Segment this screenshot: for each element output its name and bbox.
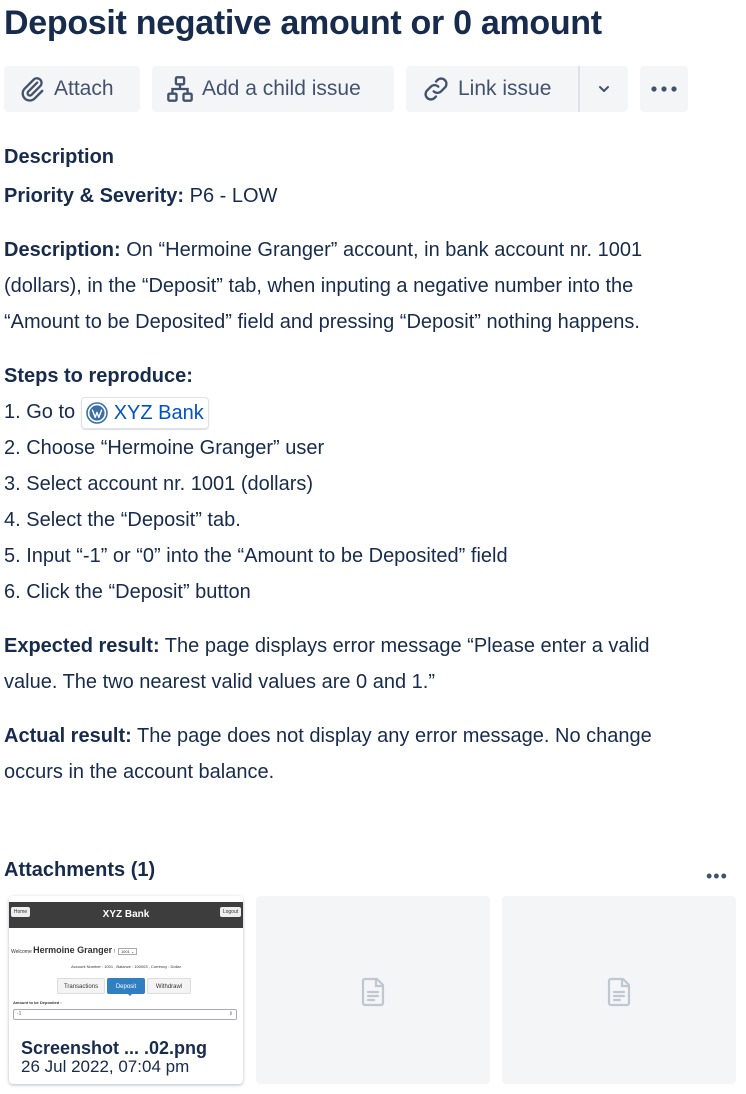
link-icon (422, 75, 450, 103)
step-item: 4. Select the “Deposit” tab. (4, 509, 241, 531)
actual-text-line: occurs in the account balance. (4, 761, 275, 783)
xyz-bank-link[interactable] (81, 397, 209, 429)
thumb-tab-caret (127, 993, 133, 996)
description-heading: Description (4, 146, 115, 168)
expected-result (4, 628, 650, 700)
thumb-tab-transactions: Transactions (57, 978, 105, 994)
step-item (4, 394, 508, 430)
thumb-user-name: Hermoine Granger (33, 945, 113, 955)
step-item: 5. Input “-1” or “0” into the “Amount to be Deposited” field (4, 545, 508, 567)
step-item: 2. Choose “Hermoine Granger” user (4, 437, 325, 459)
button-divider (578, 66, 580, 112)
priority-line (4, 178, 277, 214)
thumb-spinner-icon: ⇕ (228, 1011, 233, 1017)
issue-title: Deposit negative amount or 0 amount (4, 4, 602, 42)
xyz-bank-link-label: XYZ Bank (113, 401, 204, 424)
attachments-more-button[interactable]: ••• (706, 866, 728, 886)
thumb-home-button: Home (11, 907, 30, 917)
document-icon (607, 977, 633, 1012)
attachment-file-date: 26 Jul 2022, 07:04 pm (21, 1057, 190, 1076)
add-child-issue-label: Add a child issue (202, 77, 361, 100)
more-actions-button[interactable] (640, 66, 688, 112)
attachment-thumbnail (9, 896, 243, 1026)
thumb-title: XYZ Bank (102, 909, 150, 920)
wordpress-icon (86, 402, 108, 424)
actual-label: Actual result: (4, 725, 132, 747)
attachment-placeholder-card[interactable] (502, 896, 736, 1084)
thumb-tab-deposit: Deposit (107, 978, 145, 994)
thumb-amount-label: Amount to be Deposited : (13, 1000, 62, 1005)
description-body (4, 232, 642, 340)
step-item: 6. Click the “Deposit” button (4, 581, 251, 603)
chevron-down-icon (596, 81, 612, 97)
steps-section (4, 358, 508, 610)
thumb-amount-value: -1 (17, 1011, 22, 1017)
thumb-account-select: 1001 ⌄ (118, 948, 137, 955)
actual-result (4, 718, 652, 790)
description-text-line: On “Hermoine Granger” account, in bank account nr. 1001 (120, 239, 643, 261)
more-icon (649, 84, 679, 94)
step-item: 3. Select account nr. 1001 (dollars) (4, 473, 314, 495)
hierarchy-icon (166, 75, 194, 103)
document-icon (361, 977, 387, 1012)
attachments-heading: Attachments (1) (4, 859, 156, 881)
priority-label: Priority & Severity: (4, 185, 185, 207)
thumb-account-info: Account Number : 1001 , Balance : 100003 , Currency : Dollar (71, 964, 181, 969)
thumb-amount-input (13, 1009, 237, 1020)
attachment-card[interactable] (9, 896, 243, 1084)
thumb-welcome (11, 945, 137, 955)
thumb-welcome-text: Welcome (11, 949, 32, 955)
step-text: 1. Go to (4, 401, 81, 423)
expected-text-line: The page displays error message “Please enter a valid (159, 635, 650, 657)
attachment-file-name: Screenshot ... .02.png (21, 1038, 208, 1058)
attachment-placeholder-card[interactable] (256, 896, 490, 1084)
description-text-line: (dollars), in the “Deposit” tab, when inputing a negative number into the (4, 275, 634, 297)
attach-button[interactable] (4, 66, 140, 112)
steps-label: Steps to reproduce: (4, 365, 193, 387)
link-issue-dropdown-button[interactable] (580, 66, 628, 112)
thumb-header (9, 902, 243, 928)
expected-text-line: value. The two nearest valid values are 0 and 1.” (4, 671, 435, 693)
description-label: Description: (4, 239, 121, 261)
link-issue-button[interactable] (406, 66, 578, 112)
actual-text-line: The page does not display any error message. No change (131, 725, 652, 747)
link-issue-label: Link issue (458, 77, 552, 100)
attach-label: Attach (54, 77, 114, 100)
thumb-tab-withdrawl: Withdrawl (147, 978, 191, 994)
add-child-issue-button[interactable] (152, 66, 394, 112)
expected-label: Expected result: (4, 635, 160, 657)
paperclip-icon (18, 75, 46, 103)
thumb-user-suffix: ! (112, 949, 115, 955)
description-text-line: “Amount to be Deposited” field and pressing “Deposit” nothing happens. (4, 311, 640, 333)
priority-value: P6 - LOW (184, 185, 278, 207)
thumb-logout-button: Logout (220, 907, 241, 917)
